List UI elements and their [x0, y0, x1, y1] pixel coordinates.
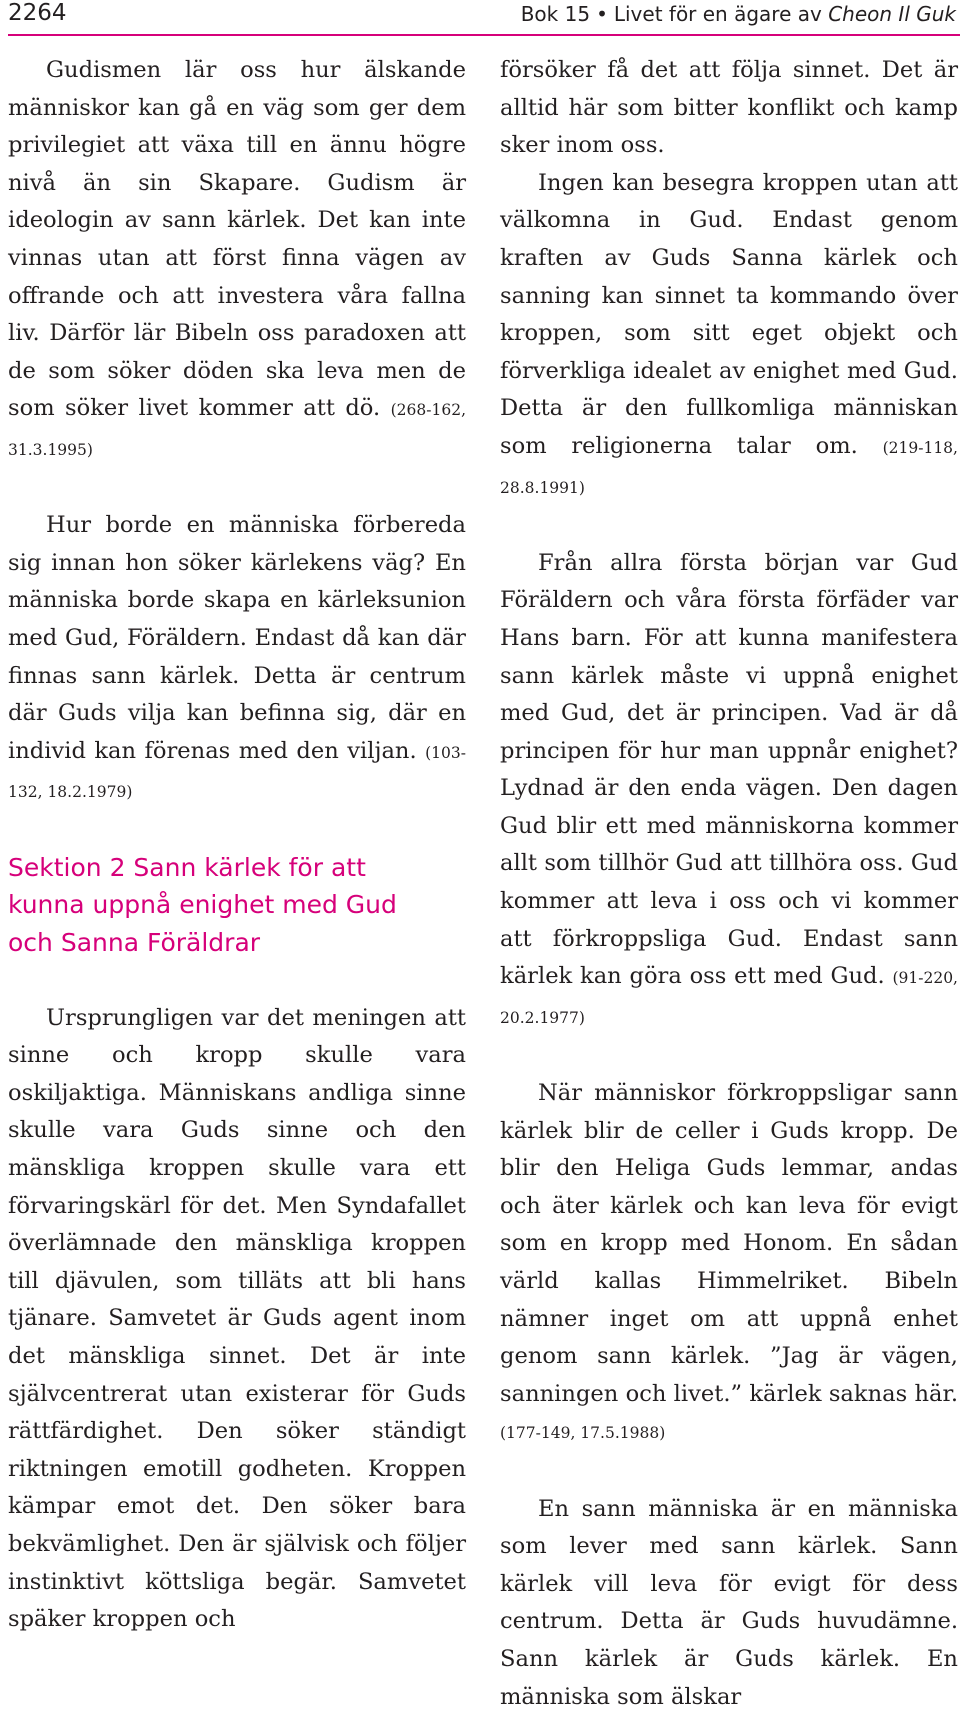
paragraph-text: Ursprungligen var det meningen att sinne och kropp skulle vara oskiljaktiga. Människans andliga sinne skulle vara Guds sinne och den mänskliga kroppen skulle vara ett förvaringskärl för det. Men Syndafallet överlämnade den mänskliga kroppen till djävulen, som tilläts att bli hans tjänare. Samvetet är Guds agent inom det mänskliga sinnet. Det är inte självcentrerat utan existerar för Guds rättfärdighet. Den söker ständigt riktningen emotill godheten. Kroppen kämpar emot det. Den söker bara bekvämlighet. Den är självisk och följer instinktivt köttsliga begär. Samvetet späker kroppen och — [8, 1004, 466, 1633]
citation: (177-149, 17.5.1988) — [500, 1424, 666, 1443]
paragraph — [500, 1075, 958, 1453]
paragraph-text: Ingen kan besegra kroppen utan att välkomna in Gud. Endast genom kraften av Guds Sanna kärlek och sanning kan sinnet ta kommando över kroppen, som sitt eget objekt och förverkliga idealet av enighet med Gud. Detta är den fullkomliga människan som religionerna talar om. — [500, 169, 958, 459]
paragraph-text: Hur borde en människa förbereda sig innan hon söker kärlekens väg? En människa borde skapa en kärleksunion med Gud, Föräldern. Endast då kan där finnas sann kärlek. Detta är centrum där Guds vilja kan befinna sig, där en individ kan förenas med den viljan. — [8, 512, 466, 764]
paragraph-text: Gudismen lär oss hur älskande människor kan gå en väg som ger dem privilegiet att växa till en ännu högre nivå än sin Skapare. Gudism är ideologin av sann kärlek. Det kan inte vinnas utan att först finna vägen av offrande och att investera våra fallna liv. Därför lär Bibeln oss paradoxen att de som söker döden ska leva men de som söker livet kommer att dö. — [8, 57, 466, 422]
book-title-prefix: Livet för en ägare av — [613, 2, 822, 26]
citation: (103-132, 18.2.1979) — [8, 743, 466, 802]
paragraph — [500, 545, 958, 1038]
header-rule — [8, 34, 960, 36]
page-number: 2264 — [8, 0, 67, 26]
paragraph-text: försöker få det att följa sinnet. Det är alltid här som bitter konflikt och kamp sker inom oss. — [500, 57, 958, 159]
right-column — [500, 52, 958, 1716]
book-label: Bok 15 — [520, 2, 591, 26]
citation: (268-162, 31.3.1995) — [8, 401, 466, 459]
paragraph-text: När människor förkroppsligar sann kärlek blir de celler i Guds kropp. De blir den Heliga Guds lemmar, andas och äter kärlek och kan leva för evigt som en kropp med Honom. En sådan värld kallas Himmelriket. Bibeln nämner inget om att uppnå enhet genom sann kärlek. ”Jag är vägen, sanningen och livet.” kärlek saknas här. — [500, 1080, 958, 1407]
section-heading: Sektion 2 Sann kärlek för att kunna uppnå enighet med Gud och Sanna Föräldrar — [8, 852, 397, 958]
paragraph — [8, 1000, 466, 1639]
separator-dot: • — [596, 2, 608, 26]
citation: (91-220, 20.2.1977) — [500, 969, 958, 1027]
paragraph — [8, 52, 466, 470]
paragraph — [500, 52, 958, 165]
running-head — [521, 2, 956, 26]
book-title-name: Cheon Il Guk — [828, 2, 956, 26]
paragraph — [500, 165, 958, 507]
citation: (219-118, 28.8.1991) — [500, 438, 958, 497]
left-column — [8, 52, 466, 1639]
paragraph — [8, 507, 466, 812]
paragraph-text: Från allra första början var Gud Föräldern och våra första förfäder var Hans barn. För att kunna manifestera sann kärlek måste vi uppnå enighet med Gud, det är principen. Vad är då principen för hur man uppnår enighet? Lydnad är den enda vägen. Den dagen Gud blir ett med människorna kommer allt som tillhör Gud att tillhöra oss. Gud kommer att leva i oss och vi kommer att förkroppsliga Gud. Endast sann kärlek kan göra oss ett med Gud. — [500, 549, 958, 990]
page-header — [0, 0, 960, 36]
paragraph — [500, 1491, 958, 1716]
paragraph-text: En sann människa är en människa som lever med sann kärlek. Sann kärlek vill leva för evigt för dess centrum. Detta är Guds huvudämne. Sann kärlek är Guds kärlek. En människa som älskar — [500, 1495, 958, 1710]
